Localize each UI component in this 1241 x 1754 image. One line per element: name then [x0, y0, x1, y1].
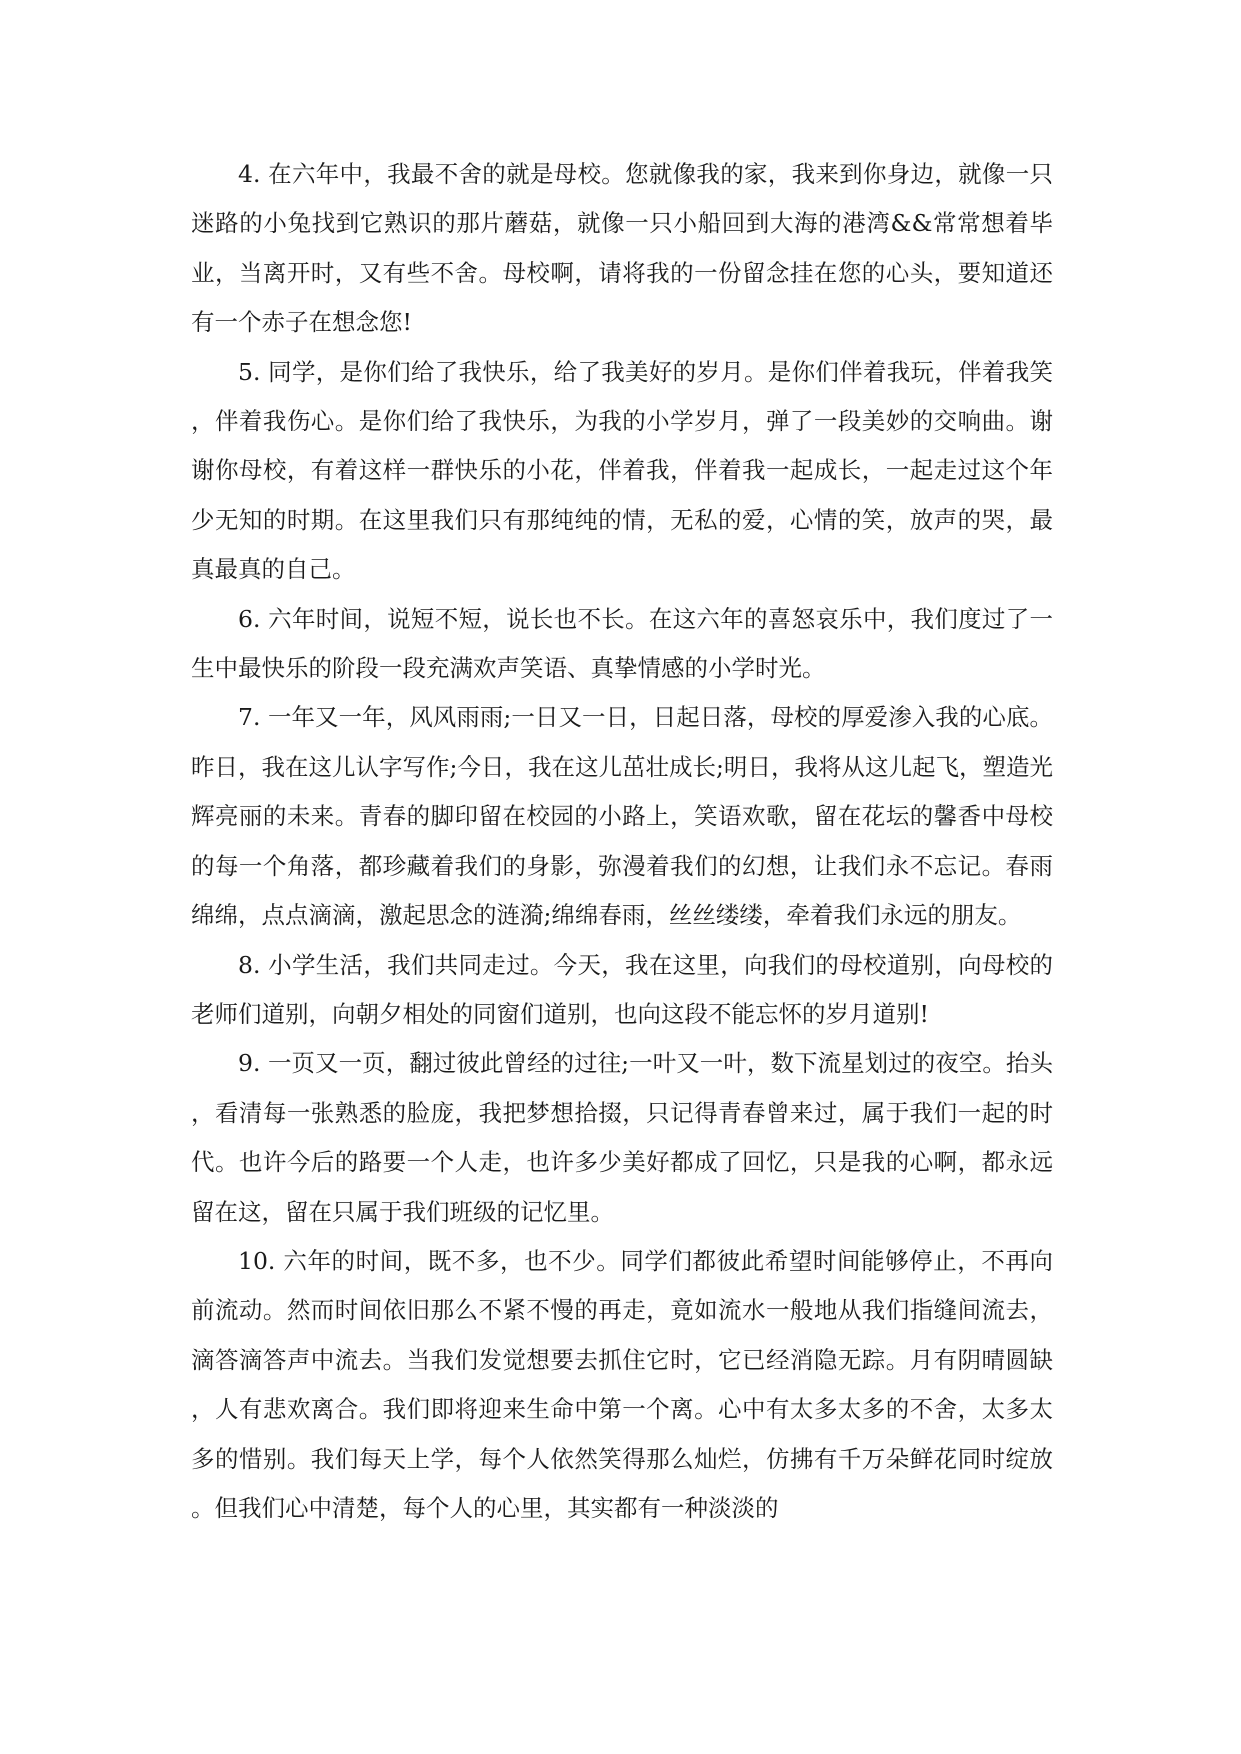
paragraph-10: 10. 六年的时间，既不多，也不少。同学们都彼此希望时间能够停止，不再向前流动。然而时间依旧那么不紧不慢的再走，竟如流水一般地从我们指缝间流去，滴答滴答声中流去。当我们发觉想要去抓住它时，它已经消隐无踪。月有阴晴圆缺，人有悲欢离合。我们即将迎来生命中第一个离。心中有太多太多的不舍，太多太多的惜别。我们每天上学，每个人依然笑得那么灿烂，仿拂有千万朵鲜花同时绽放。但我们心中清楚，每个人的心里，其实都有一种淡淡的	[191, 1246, 1053, 1522]
paragraph-6: 6. 六年时间，说短不短，说长也不长。在这六年的喜怒哀乐中，我们度过了一生中最快乐的阶段一段充满欢声笑语、真挚情感的小学时光。	[191, 604, 1053, 683]
paragraph-7: 7. 一年又一年，风风雨雨;一日又一日，日起日落，母校的厚爱渗入我的心底。昨日，我在这儿认字写作;今日，我在这儿茁壮成长;明日，我将从这儿起飞，塑造光辉亮丽的未来。青春的脚印留在校园的小路上，笑语欢歌，留在花坛的馨香中母校的每一个角落，都珍藏着我们的身影，弥漫着我们的幻想，让我们永不忘记。春雨绵绵，点点滴滴，激起思念的涟漪;绵绵春雨，丝丝缕缕，牵着我们永远的朋友。	[191, 703, 1053, 930]
document-body	[191, 150, 1053, 1533]
paragraph-8: 8. 小学生活，我们共同走过。今天，我在这里，向我们的母校道别，向母校的老师们道别，向朝夕相处的同窗们道别，也向这段不能忘怀的岁月道别!	[191, 950, 1053, 1028]
paragraph-4: 4. 在六年中，我最不舍的就是母校。您就像我的家，我来到你身边，就像一只迷路的小兔找到它熟识的那片蘑菇，就像一只小船回到大海的港湾&&常常想着毕业，当离开时，又有些不舍。母校啊，请将我的一份留念挂在您的心头，要知道还有一个赤子在想念您!	[191, 160, 1053, 337]
paragraph-9: 9. 一页又一页，翻过彼此曾经的过往;一叶又一叶，数下流星划过的夜空。抬头，看清每一张熟悉的脸庞，我把梦想拾掇，只记得青春曾来过，属于我们一起的时代。也许今后的路要一个人走，也许多少美好都成了回忆，只是我的心啊，都永远留在这，留在只属于我们班级的记忆里。	[191, 1049, 1053, 1226]
paragraph-5: 5. 同学，是你们给了我快乐，给了我美好的岁月。是你们伴着我玩，伴着我笑，伴着我伤心。是你们给了我快乐，为我的小学岁月，弹了一段美妙的交响曲。谢谢你母校，有着这样一群快乐的小花，伴着我，伴着我一起成长，一起走过这个年少无知的时期。在这里我们只有那纯纯的情，无私的爱，心情的笑，放声的哭，最真最真的自己。	[191, 357, 1053, 584]
